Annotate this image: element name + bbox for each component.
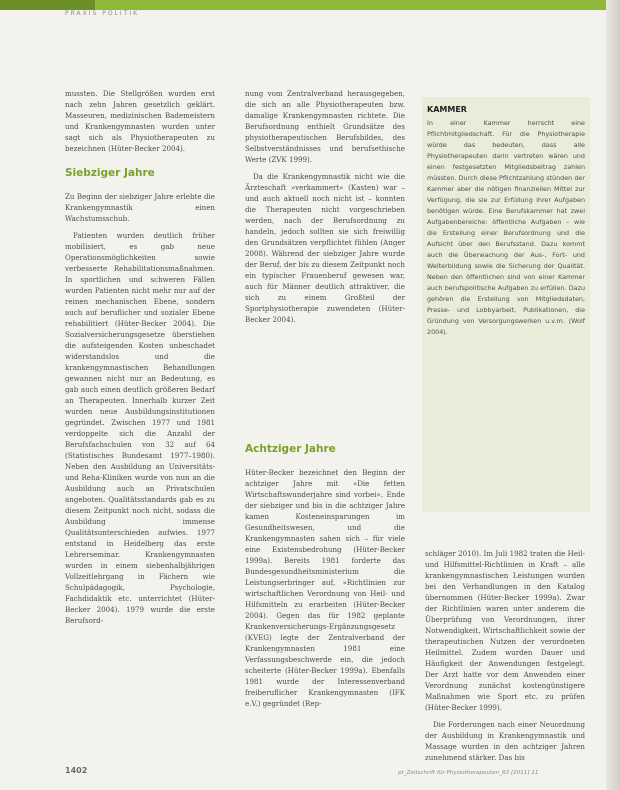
info-box-body: In einer Kammer herrscht eine Pflichtmitgliedschaft. Für die Physiotherapie würde das bedeuten, dass alle Physiotherapeuten darin vertreten wären und einen festgesetzten Mitgliedsbeitrag zahlen müssten. Durch diese Pflichtzahlung stünden der Kammer aber die nötigen finanziellen Mittel zur Verfügung, die sie zur Erfüllung ihrer Aufgaben benötigen würde. Eine Berufskammer hat zwei Aufgabenbereiche: öffentliche Aufgaben – wie die Erstellung einer Berufsordnung und die Aufsicht über den Berufsstand. Dazu kommt auch die Überwachung der Aus-, Fort- und Weiterbildung sowie die Sicherung der Qualität. Neben den öffentlichen sind von einer Kammer auch berufspolitische Aufgaben zu erfüllen. Dazu gehören die Erstellung von Mitgliedsdaten, Presse- und Lobbyarbeit, Publikationen, die Gründung von Versorgungswerken u.v.m. (Wolf 2004).: [427, 119, 585, 336]
top-color-bar-accent: [0, 0, 95, 10]
page-edge-shadow: [606, 0, 620, 790]
text-column-middle-lower: [245, 444, 405, 715]
paragraph: mussten. Die Stellgrößen wurden erst nach zehn Jahren gesetzlich geklärt. Masseuren, medizinischen Bademeistern und Krankengymnasten wurden unter sagt sich als Physiotherapeuten zu bezeichnen (Hüter-Becker 2004).: [65, 89, 215, 153]
info-box-kammer: [422, 97, 590, 512]
journal-citation: pt_Zeitschrift für Physiotherapeuten_63 [2011] 11: [398, 770, 539, 776]
paragraph: Da die Krankengymnastik nicht wie die Ärzteschaft »verkammert« (Kasten) war – und auch aktuell noch nicht ist – konnten die Therapeuten nicht vorgeschrieben werden, nach der Berufsordnung zu handeln, jedoch sollten sie sich freiwillig den Grundsätzen verpflichtet fühlen (Anger 2008). Während der siebziger Jahre wurde der Beruf, der bis zu diesem Zeitpunkt noch ein typischer Frauenberuf gewesen war, auch für Männer deutlich attraktiver, die sich zu einem Großteil der Sportphysiotherapie zuwendeten (Hüter-Becker 2004).: [245, 172, 405, 324]
page-number: 1402: [65, 766, 88, 775]
paragraph: Die Forderungen nach einer Neuordnung der Ausbildung in Krankengymnastik und Massage wurden in den achtziger Jahren zunehmend stärker. Das bis: [425, 720, 585, 762]
paragraph: Patienten wurden deutlich früher mobilisiert, es gab neue Operationsmöglichkeiten sowie verbesserte Rehabilitationsmaßnahmen. In sportlichen und schweren Fällen wurden Patienten nicht mehr nur auf der reinen mechanischen Ebene, sondern auch auf beruflicher und sozialer Ebene rehabilitiert (Hüter-Becker 2004). Die Sozialversicherungsgesetze überstiehen die aufsteigenden Kosten unbeschadet widerstandslos und die krankengymnastischen Behandlungen gewannen nicht nur an Bedeutung, es gab auch einen deutlich größeren Bedarf an Therapeuten. Innerhalb kurzer Zeit wurden neue Ausbildungsinstitutionen gegründet. Zwischen 1977 und 1981 verdoppelte sich die Anzahl der Berufsfachschulen von 32 auf 64 (Statistisches Bundesamt 1977–1980). Neben den Ausbildung an Universitäts- und Reha-Kliniken wurde von nun an die Ausbildung auch an Privatschulen angeboten. Qualitätsstandards gab es zu diesem Zeitpunkt noch nicht, sodass die Ausbildung immense Qualitätsunterschieden aufwies. 1977 entstand in Heidelberg das erste Lehrerseminar. Krankengymnasten wurden in einem siebenhalbjährigen Vollzeitlehrgang in Fächern wie Schulpädagogik, Psychologie, Fachdidaktik etc. unterrichtet (Hüter-Becker 2004). 1979 wurde die erste Berufsord-: [65, 231, 215, 625]
section-heading-siebziger: Siebziger Jahre: [65, 167, 155, 179]
section-heading-achtziger: Achtziger Jahre: [245, 443, 336, 455]
text-column-right: [425, 548, 585, 769]
text-column-left: [65, 88, 215, 632]
info-box-title: KAMMER: [427, 105, 467, 114]
running-head: PRAXIS POLITIK: [65, 10, 140, 17]
paragraph: nung vom Zentralverband herausgegeben, die sich an alle Physiotherapeuten bzw. damalige Krankengymnasten richtete. Die Berufsordnung enthielt Grundsätze des physiotherapeutischen Berufsbildes, des Selbstverständnisses und berufsethische Werte (ZVK 1999).: [245, 89, 405, 164]
paragraph: Hüter-Becker bezeichnet den Beginn der achtziger Jahre mit »Die fetten Wirtschaftswunderjahre sind vorbei«. Ende der siebziger und bis in die achtziger Jahre kamen Kosteneinsparungen im Gesundheitswesen, und die Krankengymnasten sahen sich – für viele eine Existensbedrohung (Hüter-Becker 1999a). Bereits 1981 forderte das Bundesgesundheitsministerium die Leistungserbringer auf, »Richtlinien zur wirtschaftlichen Verordnung von Heil- und Hilfsmitteln zu erarbeiten (Hüter-Becker 2004). Gegen das für 1982 geplante Krankenversicherungs-Ergänzungsgesetz (KVEG) legte der Zentralverband der Krankengymnasten 1981 eine Verfassungsbeschwerde ein, die jedoch scheiterte (Hüter-Becker 1999a). Ebenfalls 1981 wurde der Interessenverband freiberuflicher Krankengymnasten (IFK e.V.) gegründet (Rep-: [245, 468, 405, 708]
text-column-middle: [245, 88, 405, 331]
paragraph: Zu Beginn der siebziger Jahre erlebte die Krankengymnastik einen Wachstumsschub.: [65, 192, 215, 223]
paragraph: schläger 2010). Im Juli 1982 traten die Heil- und Hilfsmittel-Richtlinien in Kraft – alle krankengymnastischen Leistungen wurden bei den Verhandlungen in den Katalog übernommen (Hüter-Becker 1999a). Zwar der Richtlinien waren unter anderem die Überprüfung von Verordnungen, ihrer Notwendigkeit, Wirtschaftlichkeit sowie der therapeutischen Nutzen der verordneten Heilmittel. Zudem wurden Dauer und Häufigkeit der Anwendungen festgelegt. Der Arzt hatte vor dem Anwenden einer Verordnung zunächst kostengünstigere Maßnahmen wie Sport etc. zu prüfen (Hüter-Becker 1999).: [425, 549, 585, 712]
